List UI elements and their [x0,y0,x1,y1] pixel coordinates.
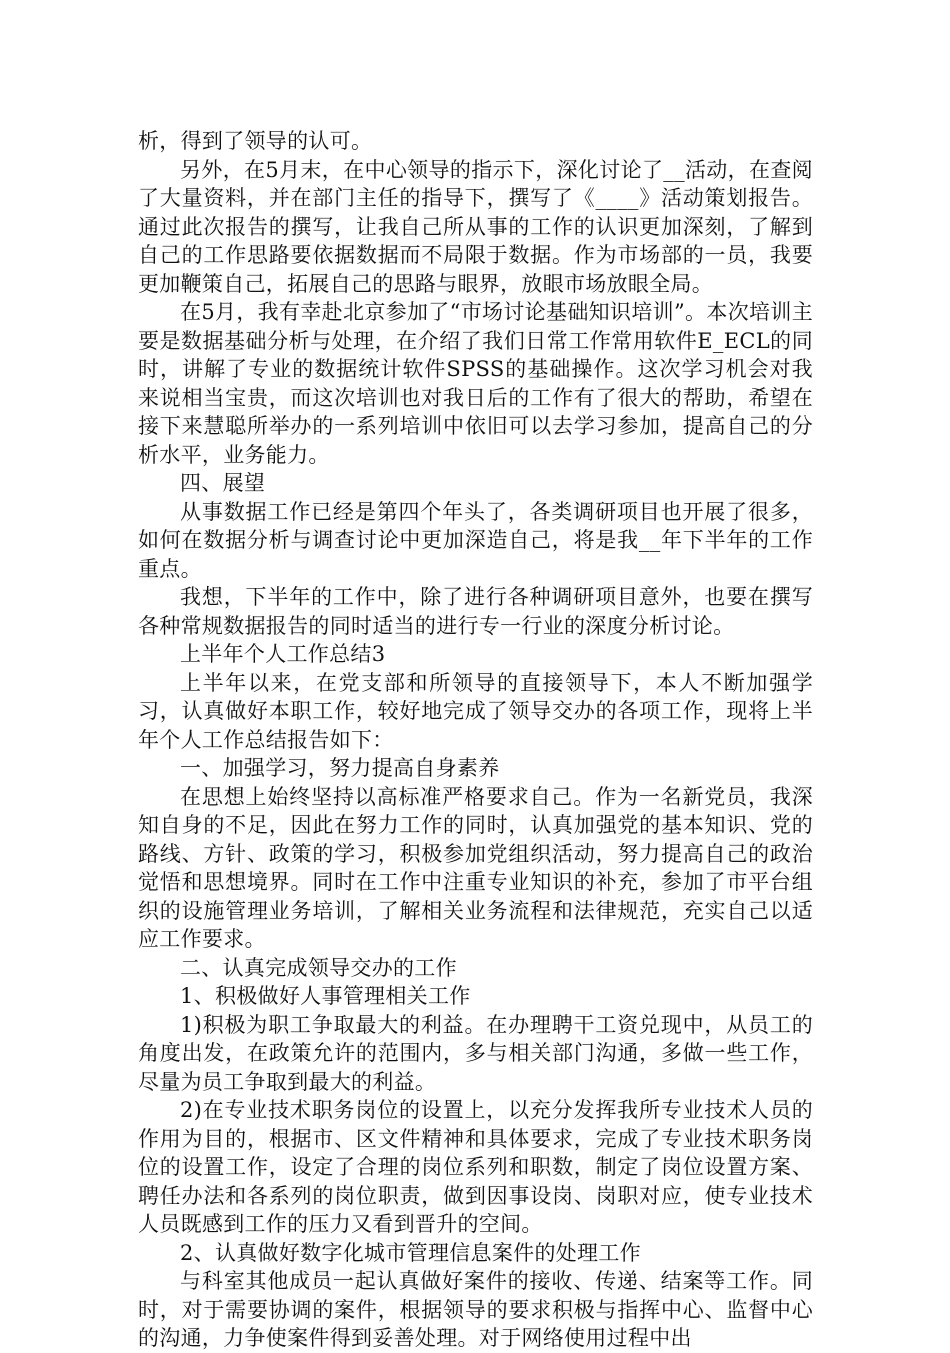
paragraph: 析，得到了领导的认可。 [138,129,373,153]
paragraph: 在思想上始终坚持以高标准严格要求自己。作为一名新党员，我深知自身的不足，因此在努力工作的同时，认真加强党的基本知识、党的路线、方针、政策的学习，积极参加党组织活动，努力提高自己的政治觉悟和思想境界。同时在工作中注重专业知识的补充，参加了市平台组织的设施管理业务培训，了解相关业务流程和法律规范，充实自己以适应工作要求。 [138,784,813,951]
subsection-heading: 1、积极做好人事管理相关工作 [180,984,471,1008]
section-heading: 一、加强学习，努力提高自身素养 [180,756,500,780]
paragraph: 2)在专业技术职务岗位的设置上，以充分发挥我所专业技术人员的作用为目的，根据市、区文件精神和具体要求，完成了专业技术职务岗位的设置工作，设定了合理的岗位系列和职数，制定了岗位设置方案、聘任办法和各系列的岗位职责，做到因事设岗、岗职对应，使专业技术人员既感到工作的压力又看到晋升的空间。 [138,1098,813,1236]
subsection-heading: 2、认真做好数字化城市管理信息案件的处理工作 [180,1240,641,1265]
section-heading: 二、认真完成领导交办的工作 [180,955,457,980]
paragraph: 从事数据工作已经是第四个年头了，各类调研项目也开展了很多，如何在数据分析与调查讨论中更加深造自己，将是我__年下半年的工作重点。 [138,499,813,581]
document-title: 上半年个人工作总结3 [180,642,386,666]
section-heading: 四、展望 [180,471,266,495]
document-body [138,127,813,1353]
paragraph: 上半年以来，在党支部和所领导的直接领导下，本人不断加强学习，认真做好本职工作，较好地完成了领导交办的各项工作，现将上半年个人工作总结报告如下： [138,670,813,752]
paragraph: 我想，下半年的工作中，除了进行各种调研项目意外，也要在撰写各种常规数据报告的同时适当的进行专一行业的深度分析讨论。 [138,585,813,638]
paragraph: 与科室其他成员一起认真做好案件的接收、传递、结案等工作。同时，对于需要协调的案件，根据领导的要求积极与指挥中心、监督中心的沟通，力争使案件得到妥善处理。对于网络使用过程中出 [138,1269,813,1350]
paragraph: 在5月，我有幸赴北京参加了“市场讨论基础知识培训”。本次培训主要是数据基础分析与处理，在介绍了我们日常工作常用软件E_ECL的同时，讲解了专业的数据统计软件SPSS的基础操作。这次学习机会对我来说相当宝贵，而这次培训也对我日后的工作有了很大的帮助，希望在接下来慧聪所举办的一系列培训中依旧可以去学习参加，提高自己的分析水平，业务能力。 [138,300,813,467]
paragraph: 1)积极为职工争取最大的利益。在办理聘干工资兑现中，从员工的角度出发，在政策允许的范围内，多与相关部门沟通，多做一些工作，尽量为员工争取到最大的利益。 [138,1012,813,1094]
paragraph: 另外，在5月末，在中心领导的指示下，深化讨论了__活动，在查阅了大量资料，并在部门主任的指导下，撰写了《____》活动策划报告。通过此次报告的撰写，让我自己所从事的工作的认识更加深刻，了解到自己的工作思路要依据数据而不局限于数据。作为市场部的一员，我要更加鞭策自己，拓展自己的思路与眼界，放眼市场放眼全局。 [138,157,813,296]
